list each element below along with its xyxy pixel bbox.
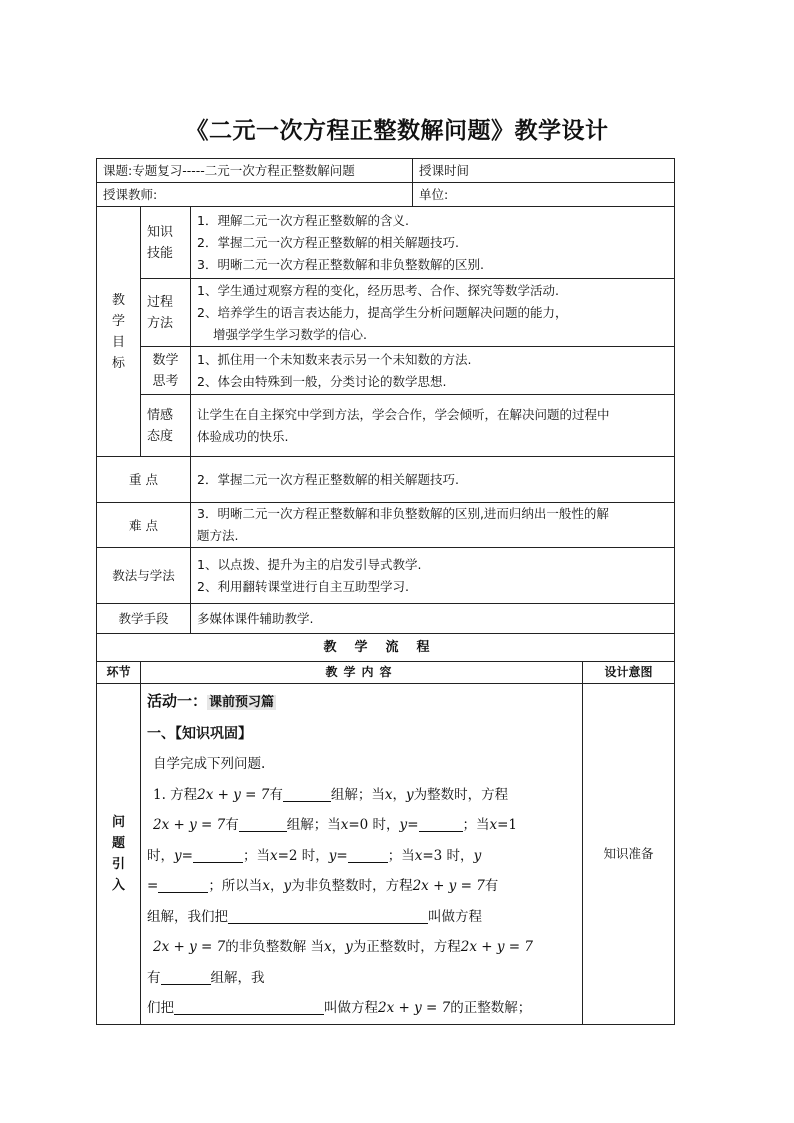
goal-items-knowledge: 1．理解二元一次方程正整数解的含义. 2．掌握二元一次方程正整数解的相关解题技巧. 3．明晰二元一次方程正整数解和非负整数解的区别.	[191, 207, 675, 279]
difficulty-text: 3．明晰二元一次方程正整数解和非负整数解的区别,进而归纳出一般性的解 题方法.	[191, 503, 675, 548]
flow-title: 教学流程	[97, 634, 675, 662]
answer-blank[interactable]	[193, 846, 243, 863]
teacher-cell: 授课教师:	[97, 183, 413, 207]
stage-label: 问 题 引 入	[97, 684, 141, 1025]
methods-text: 1、以点拨、提升为主的启发引导式教学. 2、利用翻转课堂进行自主互助型学习.	[191, 548, 675, 604]
answer-blank[interactable]	[283, 785, 331, 802]
time-cell: 授课时间	[413, 159, 675, 183]
means-text: 多媒体课件辅助教学.	[191, 604, 675, 634]
exercise-line-3: 时，y= ；当x=2 时，y= ；当x=3 时，y	[147, 847, 482, 864]
methods-label: 教法与学法	[97, 548, 191, 604]
exercise-line-2: 2x + y = 7有 组解；当x=0 时，y= ；当x=1	[153, 817, 518, 833]
header-content: 教学内容	[141, 662, 583, 684]
header-stage: 环节	[97, 662, 141, 684]
answer-blank[interactable]	[239, 815, 287, 832]
section-title: 一、【知识巩固】	[147, 725, 252, 742]
answer-blank[interactable]	[174, 998, 324, 1015]
answer-blank[interactable]	[228, 907, 428, 924]
design-intent: 知识准备	[583, 684, 675, 1025]
answer-blank[interactable]	[419, 815, 463, 832]
goal-items-process: 1、学生通过观察方程的变化，经历思考、合作、探究等数学活动. 2、培养学生的语言表达能力，提高学生分析问题解决问题的能力， 增强学学生学习数学的信心.	[191, 279, 675, 347]
lesson-content	[141, 684, 583, 1025]
goal-label-attitude: 情感 态度	[141, 395, 191, 457]
key-point-label: 重 点	[97, 457, 191, 503]
means-label: 教学手段	[97, 604, 191, 634]
intro-text: 自学完成下列问题.	[153, 756, 266, 772]
lesson-plan-table	[96, 158, 675, 1025]
exercise-line-4: = ；所以当x，y为非负整数时，方程2x + y = 7有	[147, 878, 499, 894]
unit-cell: 单位:	[413, 183, 675, 207]
exercise-line-7: 有 组解，我	[147, 969, 265, 986]
answer-blank[interactable]	[161, 968, 211, 985]
goal-label-process: 过程 方法	[141, 279, 191, 347]
goal-label-knowledge: 知识 技能	[141, 207, 191, 279]
answer-blank[interactable]	[348, 846, 388, 863]
goal-items-thinking: 1、抓住用一个未知数来表示另一个未知数的方法. 2、体会由特殊到一般，分类讨论的数学思想.	[191, 347, 675, 395]
goal-label-thinking: 数学 思考	[141, 347, 191, 395]
topic-cell: 课题:专题复习-----二元一次方程正整数解问题	[97, 159, 413, 183]
key-point-text: 2．掌握二元一次方程正整数解的相关解题技巧.	[191, 457, 675, 503]
activity-title: 活动一：	[147, 692, 208, 710]
goal-items-attitude: 让学生在自主探究中学到方法，学会合作，学会倾听，在解决问题的过程中 体验成功的快乐.	[191, 395, 675, 457]
exercise-line-6: 2x + y = 7的非负整数解 当x，y为正整数时，方程2x + y = 7	[153, 939, 533, 955]
activity-subtitle: 课前预习篇	[209, 695, 275, 710]
exercise-line-1: 1. 方程2x + y = 7有 组解；当x，y为整数时，方程	[153, 786, 509, 803]
difficulty-label: 难 点	[97, 503, 191, 548]
goals-section-label: 教 学 目 标	[97, 207, 141, 457]
page-title: 《二元一次方程正整数解问题》教学设计	[185, 117, 609, 144]
exercise-line-5: 组解，我们把 叫做方程	[147, 908, 482, 925]
answer-blank[interactable]	[158, 876, 208, 893]
header-intent: 设计意图	[583, 662, 675, 684]
exercise-line-8: 们把 叫做方程2x + y = 7的正整数解；	[147, 1000, 532, 1016]
